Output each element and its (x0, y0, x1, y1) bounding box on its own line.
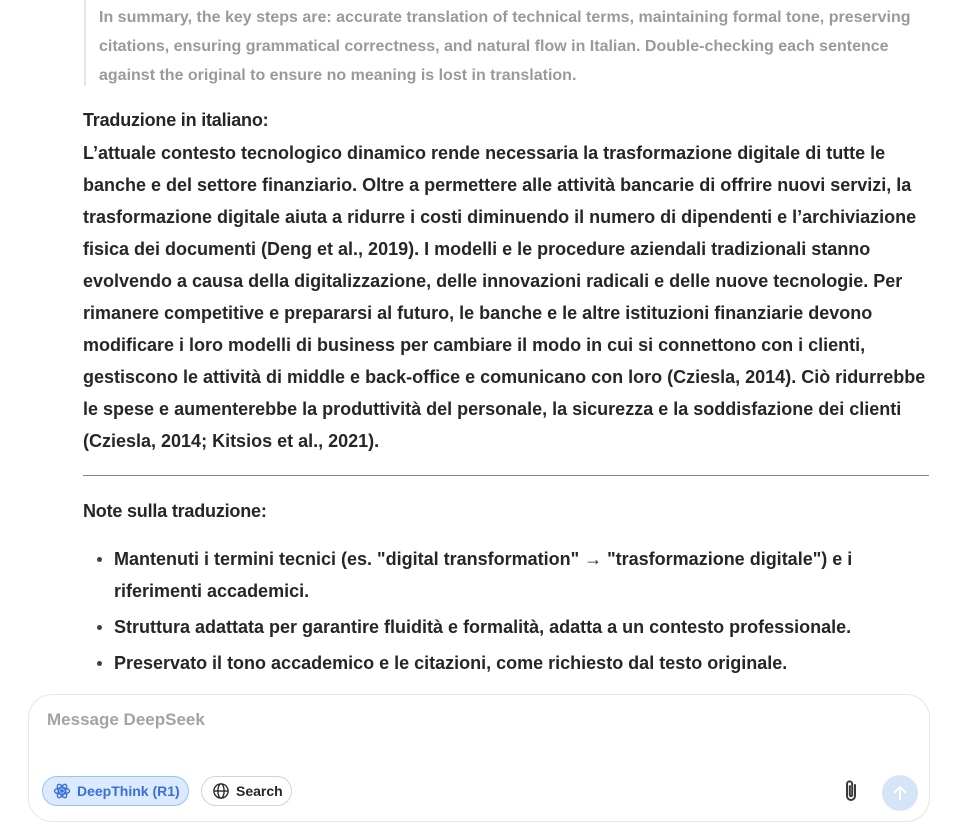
translation-heading: Traduzione in italiano: (83, 110, 269, 130)
notes-heading: Note sulla traduzione: (83, 501, 267, 521)
thinking-text: In summary, the key steps are: accurate translation of technical terms, maintaining formal tone, preserving citations, ensuring grammatical correctness, and natural flow in Italian. Double-checking each sentence against the original to ensure no meaning is lost in translation. (99, 9, 911, 84)
list-item: Preservato il tono accademico e le citazioni, come richiesto dal testo originale. (114, 647, 933, 679)
send-button[interactable] (882, 775, 918, 811)
thinking-block (84, 0, 936, 86)
globe-icon (212, 782, 230, 800)
atom-icon (53, 782, 71, 800)
arrow-up-icon (891, 784, 909, 802)
paperclip-icon[interactable] (840, 778, 862, 804)
deepthink-label: DeepThink (R1) (77, 783, 180, 799)
composer (28, 694, 930, 822)
search-label: Search (236, 783, 283, 799)
translation-body: L’attuale contesto tecnologico dinamico rende necessaria la trasformazione digitale di tutte le banche e del settore finanziario. Oltre a permettere alle attività bancarie di offrire nuovi servizi, la trasformazione digitale aiuta a ridurre i costi diminuendo il numero di dipendenti e l’archiviazione fisica dei documenti (Deng et al., 2019). I modelli e le procedure aziendali tradizionali stanno evolvendo a causa della digitalizzazione, delle innovazioni radicali e delle nuove tecnologie. Per rimanere competitive e prepararsi al futuro, le banche e le altre istituzioni finanziarie devono modificare i loro modelli di business per cambiare il modo in cui si connettono con i clienti, gestiscono le attività di middle e back-office e comunicano con loro (Cziesla, 2014). Ciò ridurrebbe le spese e aumenterebbe la produttività del personale, la sicurezza e la soddisfazione dei clienti (Cziesla, 2014; Kitsios et al., 2021). (83, 143, 926, 451)
notes-list (83, 543, 933, 679)
message-input[interactable] (45, 709, 909, 731)
list-item: Mantenuti i termini tecnici (es. "digital transformation" → "trasformazione digitale") e i riferimenti accademici. (114, 543, 933, 607)
deepthink-button[interactable] (42, 776, 189, 806)
assistant-message (83, 106, 933, 683)
list-item: Struttura adattata per garantire fluidità e formalità, adatta a un contesto professionale. (114, 611, 933, 643)
search-button[interactable] (201, 776, 292, 806)
divider (83, 475, 929, 476)
